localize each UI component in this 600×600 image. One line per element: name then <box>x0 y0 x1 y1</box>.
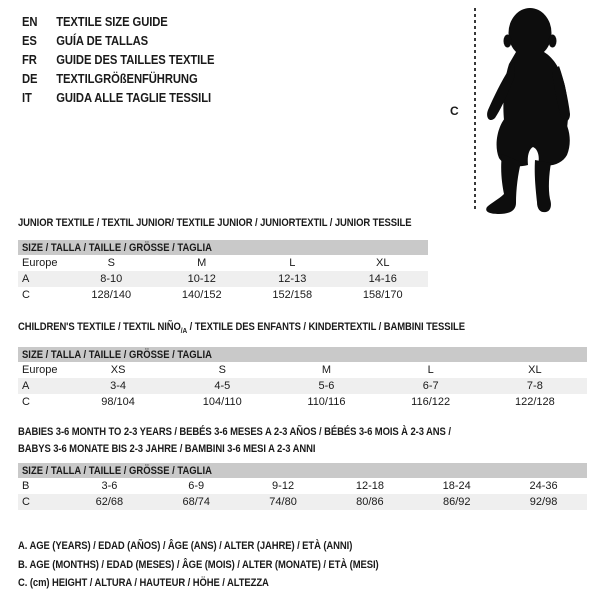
table-row-age-years <box>18 271 428 287</box>
height-dotted-line <box>474 8 476 210</box>
cell: 158/170 <box>362 289 403 301</box>
cell: 8-10 <box>66 271 157 287</box>
row-label: Europe <box>22 257 58 269</box>
size-header-row <box>18 463 587 478</box>
cell: 80/86 <box>326 494 413 510</box>
babies-size-table <box>18 463 587 510</box>
baby-silhouette-icon <box>480 6 592 214</box>
junior-section-title <box>18 217 476 229</box>
language-code: FR <box>22 53 37 67</box>
size-header-text: SIZE / TALLA / TAILLE / GRÖSSE / TAGLIA <box>22 464 212 477</box>
row-label: C <box>22 396 30 408</box>
size-header-text: SIZE / TALLA / TAILLE / GRÖSSE / TAGLIA <box>22 241 212 254</box>
language-title: GUIDE DES TAILLES TEXTILE <box>56 53 215 67</box>
size-header <box>18 463 587 478</box>
cell: 3-4 <box>66 378 170 394</box>
children-section-title-text <box>18 321 465 335</box>
cell: 24-36 <box>529 480 558 492</box>
size-header <box>18 240 428 255</box>
cell: 12-13 <box>247 271 338 287</box>
cell: L <box>427 364 434 376</box>
cell: 152/158 <box>272 289 313 301</box>
cell: XL <box>376 257 390 269</box>
language-code: DE <box>22 72 38 86</box>
cell: 10-12 <box>157 271 248 287</box>
language-code: ES <box>22 34 37 48</box>
cell: 5-6 <box>274 378 378 394</box>
children-size-table <box>18 347 587 410</box>
row-label: A <box>18 271 66 287</box>
cell: XL <box>528 364 542 376</box>
children-title-subscript: /A <box>180 326 188 336</box>
cell: 6-9 <box>188 480 205 492</box>
cell: 3-6 <box>101 480 118 492</box>
cell: 122/128 <box>514 396 555 408</box>
cell: S <box>107 257 115 269</box>
legend <box>18 537 437 593</box>
table-row-height <box>18 394 587 410</box>
language-list <box>22 13 214 108</box>
cell: 128/140 <box>91 289 132 301</box>
language-title: GUÍA DE TALLAS <box>56 34 149 48</box>
cell: 98/104 <box>101 396 135 408</box>
row-label: Europe <box>22 364 58 376</box>
babies-section-title <box>18 424 521 458</box>
language-title: GUIDA ALLE TAGLIE TESSILI <box>56 91 212 105</box>
cell: 86/92 <box>413 494 500 510</box>
language-title: TEXTILE SIZE GUIDE <box>56 15 168 29</box>
cell: 116/122 <box>411 396 451 408</box>
table-row-age-months <box>18 478 587 494</box>
cell: 18-24 <box>442 480 471 492</box>
cell: M <box>197 257 207 269</box>
cell: 110/116 <box>307 396 346 408</box>
junior-size-table <box>18 240 428 303</box>
cell: 104/110 <box>202 396 242 408</box>
children-title-pre: CHILDREN'S TEXTILE / TEXTIL NIÑO <box>18 321 181 333</box>
cell: L <box>289 257 296 269</box>
table-row-age-years <box>18 378 587 394</box>
language-row-fr <box>22 51 214 70</box>
cell: 140/152 <box>181 289 222 301</box>
height-label: C <box>450 104 459 118</box>
cell: 68/74 <box>153 494 240 510</box>
cell: S <box>218 364 226 376</box>
cell: 9-12 <box>272 480 295 492</box>
legend-line-a: A. AGE (YEARS) / EDAD (AÑOS) / ÂGE (ANS) / ALTER (JAHRE) / ETÀ (ANNI) <box>18 540 353 552</box>
cell: 12-18 <box>355 480 384 492</box>
table-row-europe <box>18 362 587 378</box>
cell: 6-7 <box>379 378 483 394</box>
language-row-de <box>22 70 214 89</box>
cell: 92/98 <box>500 494 587 510</box>
language-row-it <box>22 89 214 108</box>
table-row-europe <box>18 255 428 271</box>
table-row-height <box>18 494 587 510</box>
cell: 7-8 <box>483 378 587 394</box>
cell: XS <box>110 364 126 376</box>
language-code: IT <box>22 91 32 105</box>
cell: 14-16 <box>338 271 429 287</box>
size-header-row <box>18 240 428 255</box>
row-label: B <box>22 480 30 492</box>
cell: M <box>321 364 332 376</box>
legend-line-b: B. AGE (MONTHS) / EDAD (MESES) / ÂGE (MOIS) / ALTER (MONATE) / ETÀ (MESI) <box>18 558 379 571</box>
size-header-row <box>18 347 587 362</box>
legend-line-c: C. (cm) HEIGHT / ALTURA / HAUTEUR / HÖHE / ALTEZZA <box>18 577 269 589</box>
size-header-text: SIZE / TALLA / TAILLE / GRÖSSE / TAGLIA <box>22 348 212 361</box>
language-title: TEXTILGRÖßENFÜHRUNG <box>56 72 198 86</box>
children-title-post: / TEXTILE DES ENFANTS / KINDERTEXTIL / BAMBINI TESSILE <box>187 321 465 333</box>
babies-title-line2: BABYS 3-6 MONATE BIS 2-3 JAHRE / BAMBINI 3-6 MESI A 2-3 ANNI <box>18 443 316 455</box>
row-label: C <box>18 494 66 510</box>
babies-title-line1: BABIES 3-6 MONTH TO 2-3 YEARS / BEBÉS 3-6 MESES A 2-3 AÑOS / BÉBÉS 3-6 MOIS À 2-3 ANS / <box>18 426 451 438</box>
row-label: A <box>18 378 66 394</box>
language-code: EN <box>22 15 38 29</box>
language-row-en <box>22 13 214 32</box>
language-row-es <box>22 32 214 51</box>
cell: 74/80 <box>240 494 327 510</box>
children-section-title <box>18 321 538 335</box>
row-label: C <box>22 289 30 301</box>
junior-section-title-text: JUNIOR TEXTILE / TEXTIL JUNIOR/ TEXTILE JUNIOR / JUNIORTEXTIL / JUNIOR TESSILE <box>18 217 412 229</box>
cell: 62/68 <box>66 494 153 510</box>
table-row-height <box>18 287 428 303</box>
size-header <box>18 347 587 362</box>
cell: 4-5 <box>170 378 274 394</box>
